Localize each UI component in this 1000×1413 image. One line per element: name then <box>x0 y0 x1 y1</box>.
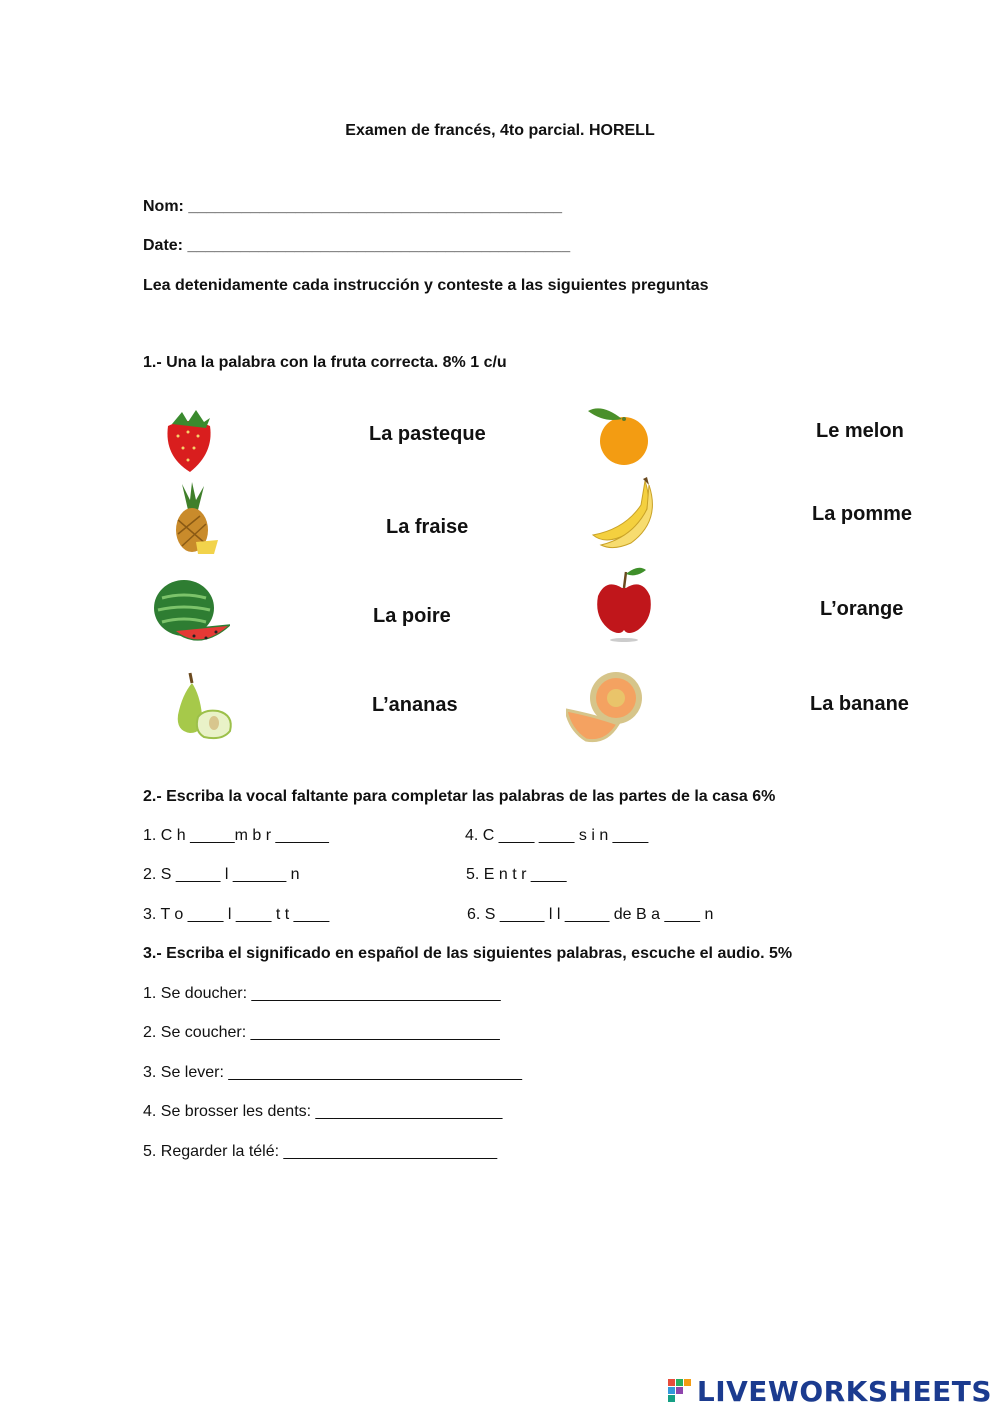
orange-icon <box>582 395 662 475</box>
translate-item-2[interactable]: 2. Se coucher: ____________________________ <box>143 1024 500 1041</box>
house-word-3[interactable]: 3. T o ____ l ____ t t ____ <box>143 906 330 923</box>
nom-field[interactable]: Nom: __________________________________________ <box>143 198 563 215</box>
house-word-4[interactable]: 4. C ____ ____ s i n ____ <box>465 827 649 844</box>
apple-icon <box>584 562 664 642</box>
translate-item-1[interactable]: 1. Se doucher: ____________________________ <box>143 985 501 1002</box>
strawberry-icon <box>148 398 228 478</box>
house-word-5[interactable]: 5. E n t r ____ <box>466 866 567 883</box>
liveworksheets-logo <box>667 1375 992 1407</box>
translate-item-3[interactable]: 3. Se lever: _________________________________ <box>143 1064 523 1081</box>
translate-item-4[interactable]: 4. Se brosser les dents: _____________________ <box>143 1103 503 1120</box>
liveworksheets-logo-icon <box>667 1378 693 1404</box>
instructions: Lea detenidamente cada instrucción y conteste a las siguientes preguntas <box>143 277 709 294</box>
word-la-pasteque[interactable]: La pasteque <box>369 423 486 445</box>
word-l-orange[interactable]: L’orange <box>820 598 904 620</box>
banana-icon <box>585 475 665 555</box>
cantaloupe-icon <box>566 668 646 748</box>
house-word-6[interactable]: 6. S _____ l l _____ de B a ____ n <box>467 906 714 923</box>
liveworksheets-logo-text: LIVEWORKSHEETS <box>696 1374 992 1408</box>
section3-heading: 3.- Escriba el significado en español de las siguientes palabras, escuche el audio. 5% <box>143 945 793 962</box>
page-title: Examen de francés, 4to parcial. HORELL <box>345 122 655 139</box>
pineapple-icon <box>152 480 232 560</box>
word-le-melon[interactable]: Le melon <box>816 420 904 442</box>
watermelon-icon <box>150 574 230 654</box>
word-la-banane[interactable]: La banane <box>810 693 909 715</box>
house-word-2[interactable]: 2. S _____ l ______ n <box>143 866 300 883</box>
word-la-pomme[interactable]: La pomme <box>812 503 913 525</box>
word-la-poire[interactable]: La poire <box>373 605 451 627</box>
section2-heading: 2.- Escriba la vocal faltante para completar las palabras de las partes de la casa 6% <box>143 788 776 805</box>
date-field[interactable]: Date: ___________________________________________ <box>143 237 571 254</box>
section1-heading: 1.- Una la palabra con la fruta correcta. 8% 1 c/u <box>143 354 507 371</box>
pear-icon <box>160 665 240 745</box>
translate-item-5[interactable]: 5. Regarder la télé: ________________________ <box>143 1143 498 1160</box>
word-l-ananas[interactable]: L’ananas <box>372 694 458 716</box>
word-la-fraise[interactable]: La fraise <box>386 516 469 538</box>
house-word-1[interactable]: 1. C h _____m b r ______ <box>143 827 329 844</box>
